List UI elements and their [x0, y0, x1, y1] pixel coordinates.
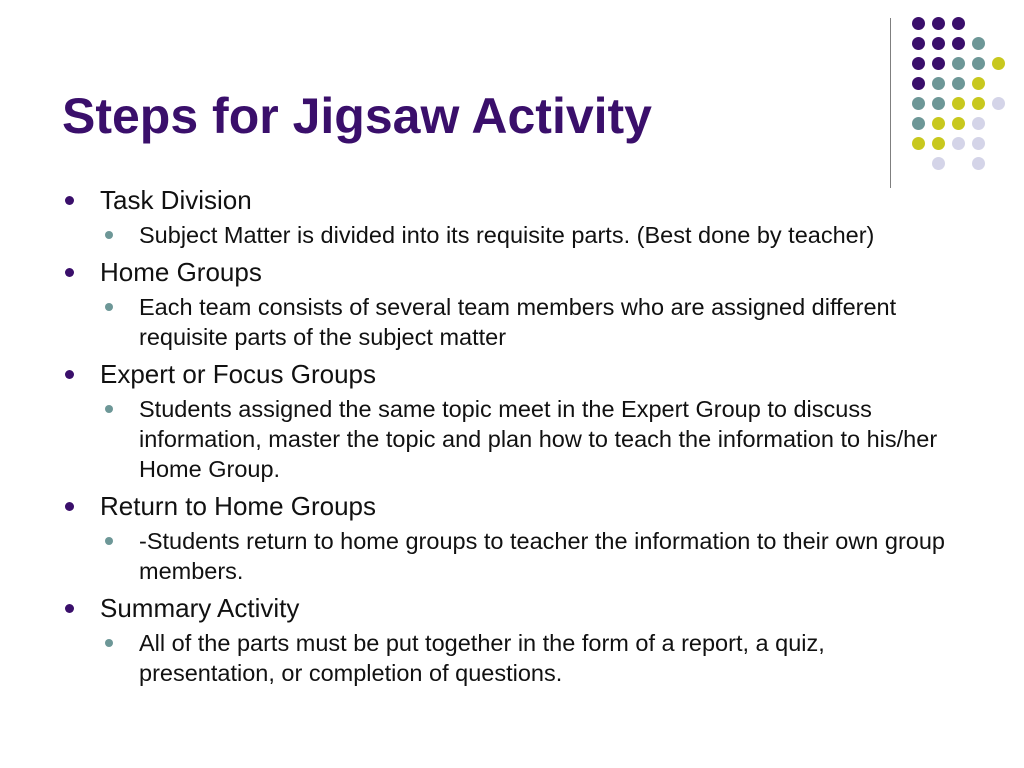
dot — [932, 97, 945, 110]
dot — [932, 17, 945, 30]
sub-bullet-icon — [105, 231, 113, 239]
dot — [932, 77, 945, 90]
sub-list-item — [62, 394, 962, 484]
dot — [912, 17, 925, 30]
title-divider-line — [890, 18, 891, 188]
list-item — [62, 358, 962, 484]
sub-list-item — [62, 292, 962, 352]
item-detail: Students assigned the same topic meet in the Expert Group to discuss information, master the topic and plan how to teach the information to his/her Home Group. — [139, 396, 938, 482]
dot — [972, 137, 985, 150]
dot — [912, 117, 925, 130]
dot — [912, 37, 925, 50]
item-heading: Expert or Focus Groups — [100, 359, 376, 389]
dot — [972, 57, 985, 70]
dot — [932, 117, 945, 130]
item-detail: Each team consists of several team members who are assigned different requisite parts of the subject matter — [139, 294, 897, 350]
list-item — [62, 256, 962, 352]
sub-bullet-icon — [105, 537, 113, 545]
dot — [912, 137, 925, 150]
dot — [952, 57, 965, 70]
dot — [952, 97, 965, 110]
dot — [992, 57, 1005, 70]
bullet-icon — [65, 268, 74, 277]
dot — [972, 97, 985, 110]
item-detail: All of the parts must be put together in the form of a report, a quiz, presentation, or completion of questions. — [139, 630, 825, 686]
bullet-icon — [65, 502, 74, 511]
dot — [932, 57, 945, 70]
dot — [972, 77, 985, 90]
sub-bullet-icon — [105, 639, 113, 647]
dot — [992, 97, 1005, 110]
bullet-icon — [65, 196, 74, 205]
dot — [932, 137, 945, 150]
dot — [952, 117, 965, 130]
item-heading: Return to Home Groups — [100, 491, 377, 521]
list-item — [62, 184, 962, 250]
dot — [972, 157, 985, 170]
dot — [932, 37, 945, 50]
dot — [952, 17, 965, 30]
sub-bullet-icon — [105, 405, 113, 413]
dot — [932, 157, 945, 170]
sub-bullet-icon — [105, 303, 113, 311]
sub-list-item — [62, 220, 962, 250]
bullet-list — [62, 184, 962, 694]
dot — [952, 37, 965, 50]
dot — [952, 137, 965, 150]
sub-list-item — [62, 628, 962, 688]
dot — [912, 77, 925, 90]
dot — [912, 97, 925, 110]
item-detail: -Students return to home groups to teacher the information to their own group members. — [139, 528, 945, 584]
dot — [912, 57, 925, 70]
item-heading: Summary Activity — [100, 593, 300, 623]
bullet-icon — [65, 370, 74, 379]
dot — [972, 37, 985, 50]
item-heading: Home Groups — [100, 257, 262, 287]
slide-title: Steps for Jigsaw Activity — [62, 88, 652, 144]
sub-list-item — [62, 526, 962, 586]
item-heading: Task Division — [100, 185, 252, 215]
bullet-icon — [65, 604, 74, 613]
dot — [952, 77, 965, 90]
list-item — [62, 592, 962, 688]
list-item — [62, 490, 962, 586]
dot — [972, 117, 985, 130]
item-detail: Subject Matter is divided into its requisite parts. (Best done by teacher) — [139, 222, 875, 248]
